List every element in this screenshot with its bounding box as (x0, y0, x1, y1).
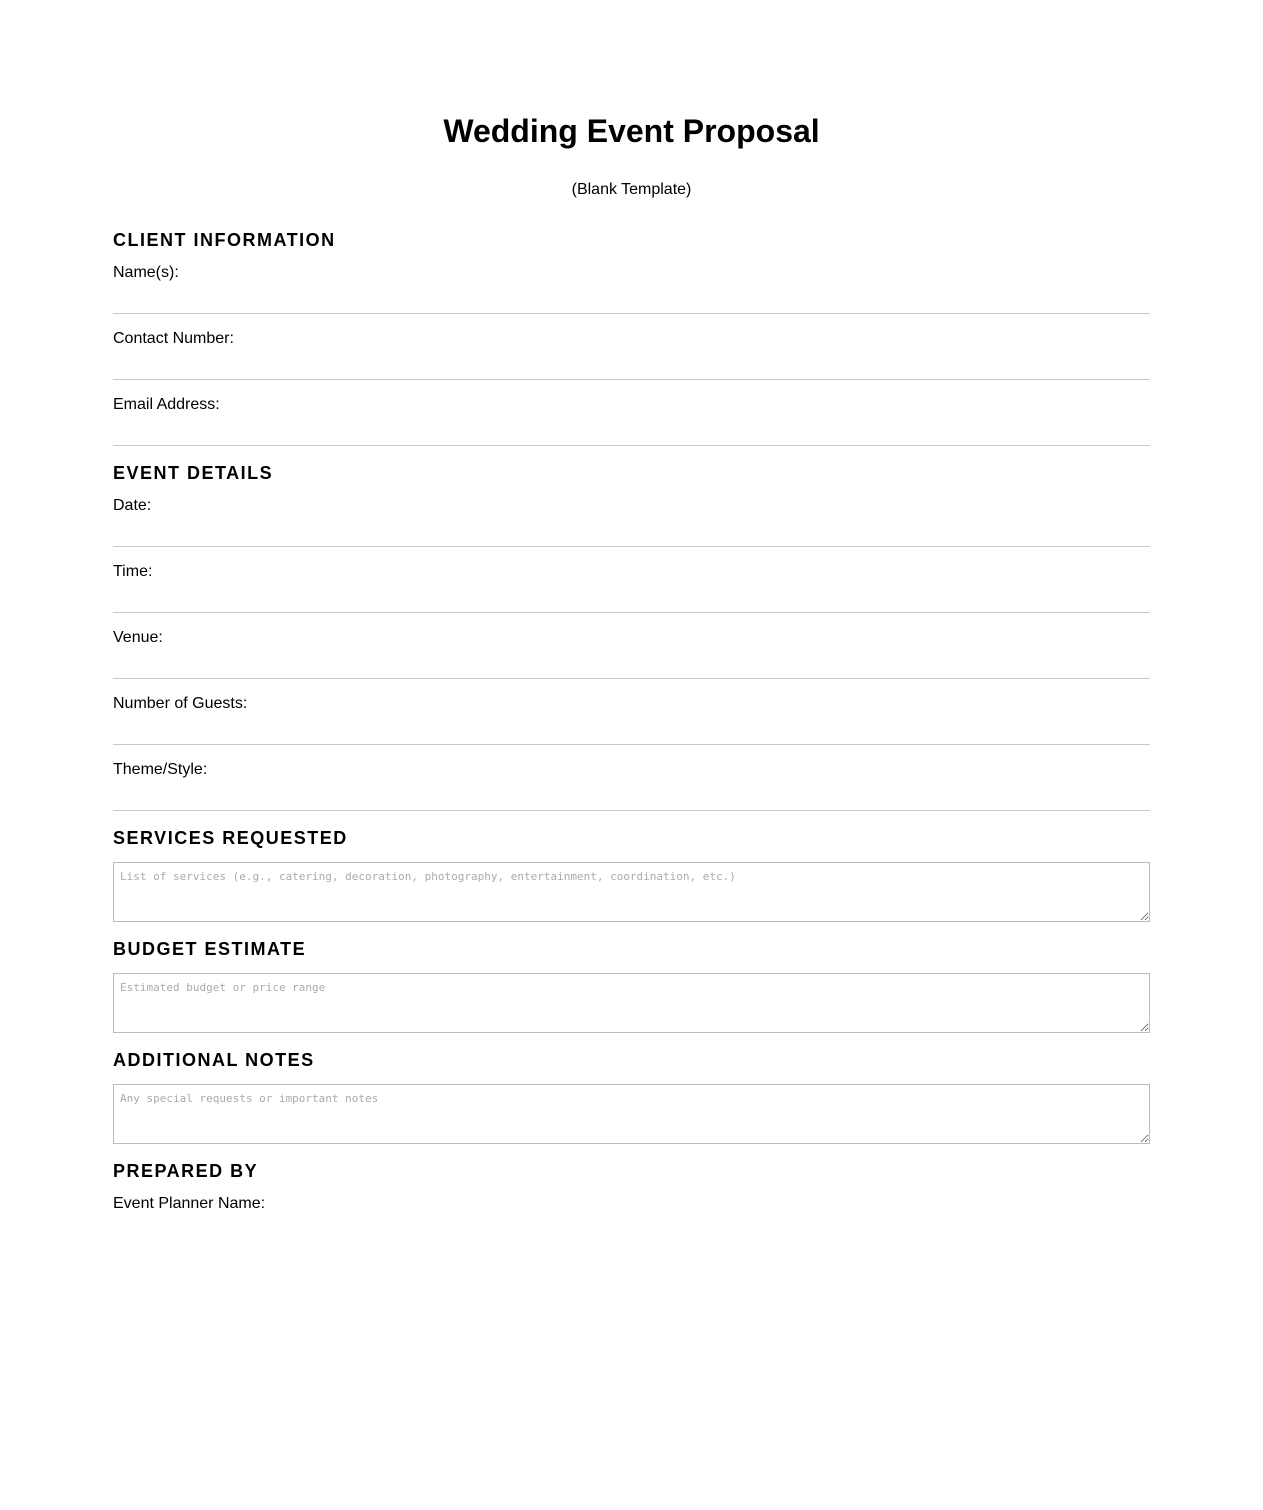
date-input[interactable] (113, 515, 1150, 546)
section-heading-prepared: PREPARED BY (113, 1161, 259, 1181)
contact-number-input[interactable] (113, 348, 1150, 379)
date-field (113, 497, 1150, 547)
theme-input[interactable] (113, 779, 1150, 810)
field-label: Event Planner Name: (113, 1195, 266, 1212)
names-field (113, 264, 1150, 314)
budget-textarea[interactable] (113, 973, 1150, 1033)
guests-field (113, 695, 1150, 745)
field-label: Time: (113, 563, 153, 580)
section-heading-client: CLIENT INFORMATION (113, 230, 336, 250)
notes-textarea[interactable] (113, 1084, 1150, 1144)
section-heading-event: EVENT DETAILS (113, 463, 274, 483)
field-label: Number of Guests: (113, 695, 248, 712)
page-subtitle: (Blank Template) (571, 181, 692, 198)
planner-name-input[interactable] (113, 1213, 1150, 1244)
field-label: Email Address: (113, 396, 220, 413)
time-field (113, 563, 1150, 613)
section-heading-notes: ADDITIONAL NOTES (113, 1050, 315, 1070)
venue-field (113, 629, 1150, 679)
field-label: Venue: (113, 629, 163, 646)
section-heading-services: SERVICES REQUESTED (113, 828, 348, 848)
venue-input[interactable] (113, 647, 1150, 678)
email-field (113, 396, 1150, 446)
field-label: Name(s): (113, 264, 179, 281)
page-title: Wedding Event Proposal (443, 113, 820, 149)
field-label: Date: (113, 497, 152, 514)
proposal-form (113, 0, 1150, 1460)
field-label: Theme/Style: (113, 761, 208, 778)
contact-number-field (113, 330, 1150, 380)
section-heading-budget: BUDGET ESTIMATE (113, 939, 307, 959)
time-input[interactable] (113, 581, 1150, 612)
planner-name-field (113, 1195, 1150, 1244)
guests-input[interactable] (113, 713, 1150, 744)
names-input[interactable] (113, 282, 1150, 313)
theme-field (113, 761, 1150, 811)
email-input[interactable] (113, 414, 1150, 445)
field-label: Contact Number: (113, 330, 234, 347)
services-textarea[interactable] (113, 862, 1150, 922)
